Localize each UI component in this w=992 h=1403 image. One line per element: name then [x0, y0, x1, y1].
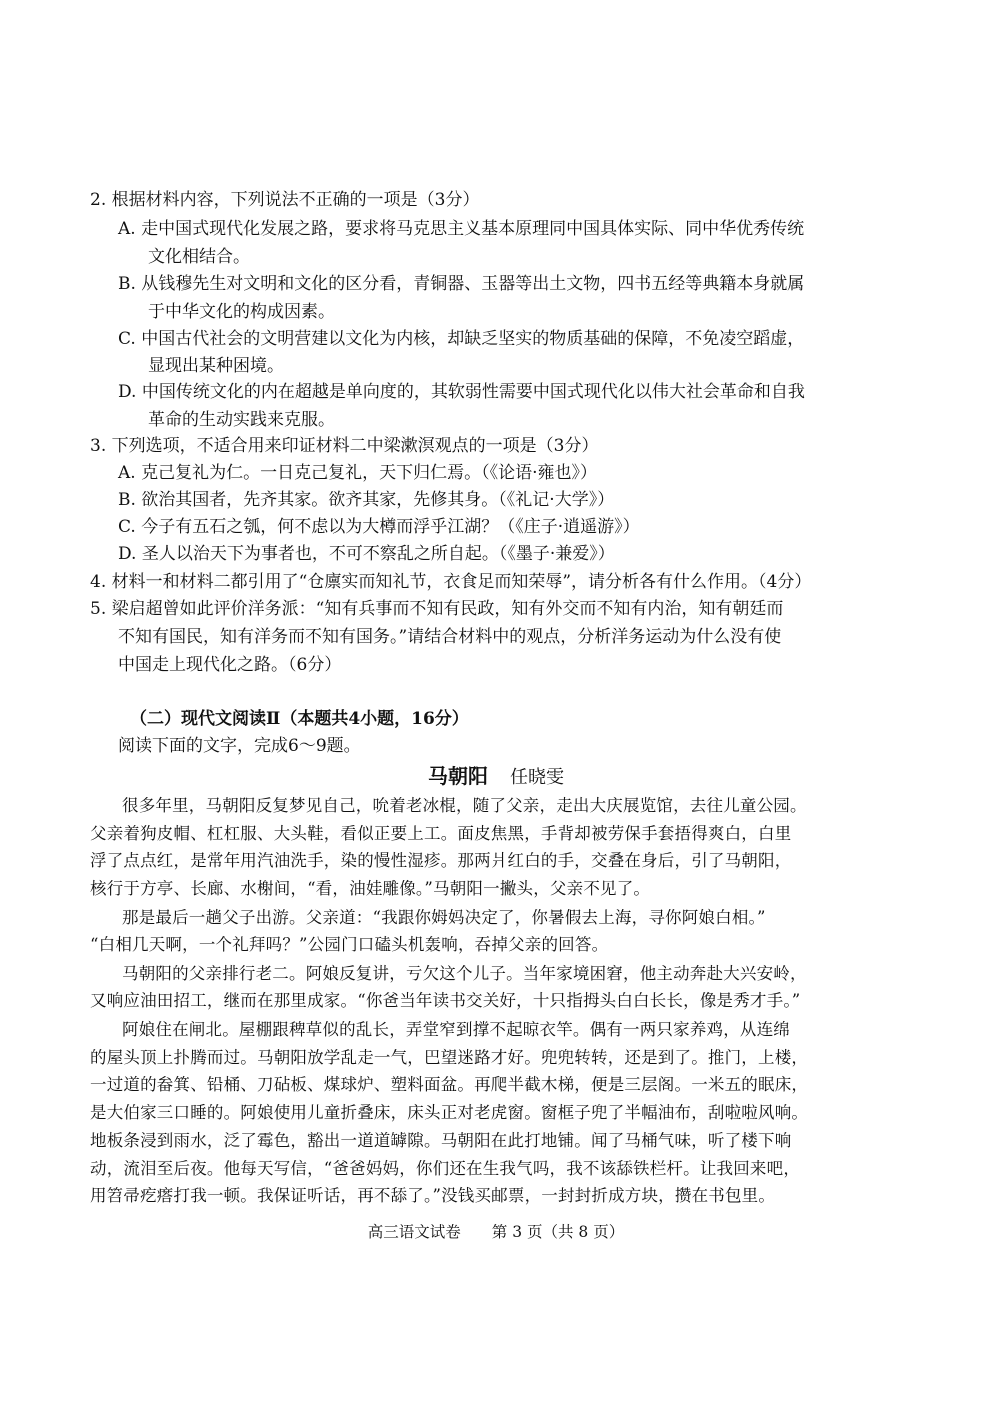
article-line: 又响应油田招工，继而在那里成家。“你爸当年读书交关好，十只指拇头白白长长，像是秀才手。”	[90, 991, 801, 1010]
question-2-stem: 2. 根据材料内容，下列说法不正确的一项是（3分）	[90, 190, 480, 210]
question-3-option-c: C. 今子有五石之瓠，何不虑以为大樽而浮乎江湖？（《庄子·逍遥游》）	[118, 517, 640, 537]
section-heading: （二）现代文阅读Ⅱ（本题共4小题，16分）	[130, 709, 469, 729]
question-2-option-a: A. 走中国式现代化发展之路，要求将马克思主义基本原理同中国具体实际、同中华优秀传统	[118, 219, 805, 239]
question-2-option-b-cont: 于中华文化的构成因素。	[148, 302, 335, 322]
article-line: 那是最后一趟父子出游。父亲道：“我跟你姆妈决定了，你暑假去上海，寻你阿娘白相。”	[122, 908, 766, 927]
section-instruction: 阅读下面的文字，完成6～9题。	[118, 736, 361, 756]
article-line: 用笤帚疙瘩打我一顿。我保证听话，再不舔了。”没钱买邮票，一封封折成方块，攒在书包里。	[90, 1186, 776, 1205]
question-3-stem: 3. 下列选项，不适合用来印证材料二中梁漱溟观点的一项是（3分）	[90, 436, 599, 456]
question-2-option-d-cont: 革命的生动实践来克服。	[148, 410, 335, 430]
question-3-option-d: D. 圣人以治天下为事者也，不可不察乱之所自起。（《墨子·兼爱》）	[118, 544, 615, 564]
article-line: 父亲着狗皮帽、杠杠服、大头鞋，看似正要上工。面皮焦黑，手背却被劳保手套捂得爽白，白里	[90, 824, 792, 843]
question-5-line-2: 不知有国民，知有洋务而不知有国务。”请结合材料中的观点，分析洋务运动为什么没有使	[118, 627, 782, 647]
article-line: 马朝阳的父亲排行老二。阿娘反复讲，亏欠这个儿子。当年家境困窘，他主动奔赴大兴安岭，	[122, 964, 807, 983]
question-2-option-c: C. 中国古代社会的文明营建以文化为内核，却缺乏坚实的物质基础的保障，不免凌空蹈虚，	[118, 329, 805, 349]
question-2-option-d: D. 中国传统文化的内在超越是单向度的，其软弱性需要中国式现代化以伟大社会革命和自我	[118, 382, 805, 402]
article-line: 浮了点点红，是常年用汽油洗手，染的慢性湿疹。那两爿红白的手，交叠在身后，引了马朝阳，	[90, 851, 792, 870]
question-3-option-b: B. 欲治其国者，先齐其家。欲齐其家，先修其身。（《礼记·大学》）	[118, 490, 615, 510]
question-2-option-a-cont: 文化相结合。	[148, 247, 250, 267]
article-title-line	[0, 762, 992, 792]
article-line: 的屋头顶上扑腾而过。马朝阳放学乱走一气，巴望迷路才好。兜兜转转，还是到了。推门，上楼，	[90, 1048, 809, 1067]
article-line: “白相几天啊，一个礼拜吗？”公园门口磕头机轰响，吞掉父亲的回答。	[90, 935, 609, 954]
article-author: 任晓雯	[510, 767, 564, 788]
question-2-option-c-cont: 显现出某种困境。	[148, 356, 284, 376]
question-3-option-a: A. 克己复礼为仁。一日克己复礼，天下归仁焉。（《论语·雍也》）	[118, 463, 597, 483]
question-4: 4. 材料一和材料二都引用了“仓廪实而知礼节，衣食足而知荣辱”，请分析各有什么作用。（4分）	[90, 572, 812, 592]
article-line: 是大伯家三口睡的。阿娘使用儿童折叠床，床头正对老虎窗。窗框子兜了半幅油布，刮啦啦风响。	[90, 1103, 809, 1122]
article-line: 很多年里，马朝阳反复梦见自己，吮着老冰棍，随了父亲，走出大庆展览馆，去往儿童公园。	[122, 796, 807, 815]
question-2-option-b: B. 从钱穆先生对文明和文化的区分看，青铜器、玉器等出土文物，四书五经等典籍本身就属	[118, 274, 805, 294]
question-5-line-1: 5. 梁启超曾如此评价洋务派：“知有兵事而不知有民政，知有外交而不知有内治，知有朝廷而	[90, 599, 784, 619]
article-line: 地板条浸到雨水，泛了霉色，豁出一道道罅隙。马朝阳在此打地铺。闻了马桶气味，听了楼下响	[90, 1131, 792, 1150]
article-title: 马朝阳	[428, 764, 488, 788]
question-5-line-3: 中国走上现代化之路。（6分）	[118, 655, 342, 675]
article-line: 动，流泪至后夜。他每天写信，“爸爸妈妈，你们还在生我气吗，我不该舔铁栏杆。让我回来吧，	[90, 1159, 801, 1178]
article-line: 一过道的畚箕、铅桶、刀砧板、煤球炉、塑料面盆。再爬半截木梯，便是三层阁。一米五的眠床，	[90, 1075, 809, 1094]
article-line: 阿娘住在闸北。屋棚跟稗草似的乱长，弄堂窄到撑不起晾衣竿。偶有一两只家养鸡，从连绵	[122, 1020, 790, 1039]
article-line: 核行于方亭、长廊、水榭间，“看，油娃雕像。”马朝阳一撇头，父亲不见了。	[90, 879, 651, 898]
page-footer: 高三语文试卷 第 3 页（共 8 页）	[367, 1223, 625, 1241]
